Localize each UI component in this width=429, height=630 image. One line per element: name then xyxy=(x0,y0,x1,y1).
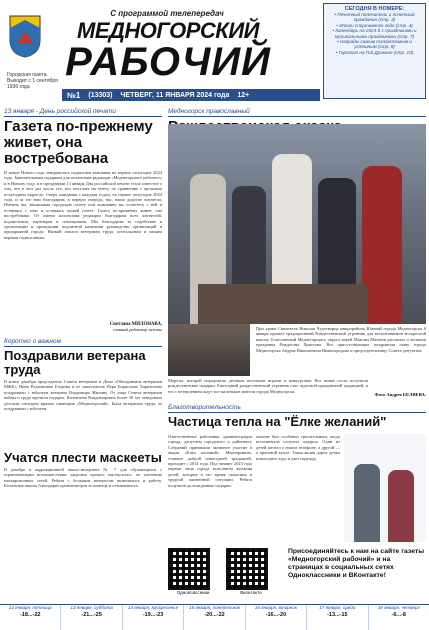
weather-day xyxy=(184,605,245,630)
charity-body-right-wrap xyxy=(256,434,340,542)
weather-day-label: 15 января, понедельник xyxy=(188,605,240,610)
charity-body-right: момент был особенно трогательным, когда исполнитель получил подарок. Один из детей мечтал о новом телефоне, а другой — о красивой кукле. Такая акция дарит детям новогоднее чудо и дает надежду. xyxy=(256,434,340,461)
weather-temp: -21...-25 xyxy=(81,612,102,618)
title-line1: МЕДНОГОРСКИЙ xyxy=(77,18,259,43)
christmas-body-right-wrap xyxy=(168,378,368,402)
christmas-photo xyxy=(168,124,426,324)
weather-day xyxy=(61,605,122,630)
weather-temp: -13...-15 xyxy=(327,612,348,618)
charity-headline[interactable]: Частица тепла на "Ёлке желаний" xyxy=(168,414,387,429)
weather-temp: -20...-22 xyxy=(204,612,225,618)
list-item[interactable]: • Календарь на 2024-й с праздниками и музыкальными праздниками (стр. 7) xyxy=(332,28,417,39)
figure-shape xyxy=(362,166,402,324)
lead-rubric: 13 января - День российской печати xyxy=(4,108,162,117)
weather-day-label: 16 января, вторник xyxy=(254,605,297,610)
figure-shape xyxy=(388,470,414,542)
christmas-body-left: При храме Святителя Николая Чудотворца микрорайона Южный города Медногорска 6 января прошел традиционный Рождественский утренник для воспитанников воскресной школы. Благочинный Медногорского округа иерей Максим Матвеев рассказал о величии праздника Рождества Христова. Все присутствующие поздравили главу города Медногорска Андрея Николаевича Нижегородова и председательницу Совета депутатов. xyxy=(256,326,426,353)
weather-day xyxy=(246,605,307,630)
weather-strip xyxy=(0,604,429,630)
weather-temp: -19...-23 xyxy=(142,612,164,618)
title-line2: РАБОЧИЙ xyxy=(65,40,271,84)
age-rating: 12+ xyxy=(237,91,250,99)
issue-number: №1 xyxy=(67,90,81,100)
children-row-shape xyxy=(198,284,368,324)
in-issue-list xyxy=(327,12,422,55)
qr-label-vk: Вконтакте xyxy=(240,590,262,595)
qr-block-vk[interactable] xyxy=(226,548,276,595)
city-note: Городская газета. Выходит с 1 сентября 1936 года xyxy=(7,72,58,90)
list-item[interactable]: • Гороскоп на Год Дракона (стр. 10) xyxy=(335,49,414,55)
weather-day-label: 18 января, четверг xyxy=(377,605,420,610)
lead-author-role: главный редактор газеты xyxy=(113,327,162,332)
photo-credit: Фото Андрея БЕЛЯЕВА. xyxy=(374,392,426,397)
school-headline[interactable]: Учатся плести маскееты xyxy=(4,450,162,465)
lead-body: В канун Нового года завершилась подписная кампания на первое полугодие 2024 года. Замечательным подарком для коллектива редакции «Медногорского рабочего» и в Новому году, и в преддверии 13 января Дня российской печати стало известие о том, что в этот раз число тех, кто получает на газету, по сравнению с прошлым полугодием выросло. Сверх ожидания с каждым годом, на первое полугодие 2024 года, и за это нам благодарим, в первую очередь, вас, наши дорогие читатели. Именно вы, выписывая городскую газету или компанию вы остаетесь с ней и оставаясь с нею и оставаясь нашей газете. Газета по-прежнему живет, она востребована. От имени коллектива редакции благодарим всех читателей, подписчиков, партнеров и помощников. Мы благодарим за содействие в организации и проведении подписной кампании руководство организаций и предприятий города. Низкий поклон ветеранам труда, почтальонам и нашим верным подписчикам. xyxy=(4,170,162,240)
lead-headline[interactable]: Газета по-прежнему живет, она востребована xyxy=(4,118,153,167)
veterans-headline[interactable]: Поздравили ветерана труда xyxy=(4,348,146,377)
qr-code-icon[interactable] xyxy=(168,548,210,590)
weather-day xyxy=(307,605,368,630)
qr-label-ok: Одноклассники xyxy=(176,590,210,595)
weather-day-label: 14 января, воскресенье xyxy=(127,605,179,610)
charity-section xyxy=(168,404,426,429)
weather-temp: -16...-20 xyxy=(265,612,287,618)
christmas-body-right: Морозы, которой порадовали детишек веселыми играми и конкурсами. Все юные гости получили рождественские подарки. Ежегодный рождественский утренник стал чудесной праздничной традицией, и его с нетерпением ждут все маленькие жители города Медногорска. xyxy=(168,378,368,394)
weather-day-label: 17 января, среда xyxy=(319,605,356,610)
figure-shape xyxy=(354,464,380,542)
christmas-body-left-wrap xyxy=(256,326,426,376)
qr-block-ok[interactable] xyxy=(168,548,218,595)
date-bar xyxy=(62,89,320,101)
lead-author-name: Светлана МИЛОНАВА, xyxy=(109,322,162,327)
veterans-rubric: Коротко о важном xyxy=(4,338,162,347)
charity-rubric: Благотворительность xyxy=(168,404,426,413)
weather-temp: -6...-8 xyxy=(391,612,406,618)
list-item[interactable]: • Почетный попечитель и почетный гражданин (стр. 3) xyxy=(334,12,415,23)
in-issue-heading: СЕГОДНЯ В НОМЕРЕ: xyxy=(344,6,405,12)
veterans-body-wrap xyxy=(4,379,162,447)
weather-day-label: 13 января, суббота xyxy=(70,605,113,610)
school-body: В декабре в коррекционной школе-интернате № 7 для обучающихся с ограниченными возможностями здоровья прошел мастер-класс по плетению маскировочных сетей. Ребята с большим интересом включились в работу. Коллектив школы благодарит организаторов за помощь и отзывчивость. xyxy=(4,467,162,489)
lead-body-wrap xyxy=(4,170,162,320)
charity-photo xyxy=(344,434,426,542)
charity-body-wrap xyxy=(168,434,252,546)
coat-of-arms-icon xyxy=(8,14,42,58)
in-issue-box xyxy=(323,3,426,99)
veterans-body: В конце декабря председатель Совета ветеранов и Дома «Объединение ветеранов МЖК» Нина Родионовна Егорова и ее заместитель Вера Борисовна Харитонова поздравили с юбилеем ветерана Владимира Жилину. От лица Совета ветеранов войны и труда вручили подарок. Валентина Владимировна более 30 лет заведовала детским сектором врачом санатория «Медногорский». Была ветераном труда, ее поздравили с юбилеем. xyxy=(4,379,162,412)
charity-body: Ответственные работники администрации города, депутаты городского и районного Собраний принимали активное участие в акции «Елка желаний». Мероприятие, ставшее доброй новогодней традицией, проходит с 2014 года. Под занавес 2023 года первые лица города исполнили желания детей, которые в это время оказались в трудной жизненной ситуации. Ребята получили долгожданные подарки. xyxy=(168,434,252,488)
left-column xyxy=(4,108,162,541)
qr-code-icon[interactable] xyxy=(226,548,268,590)
issue-total: (13303) xyxy=(88,91,113,99)
weather-day xyxy=(123,605,184,630)
weather-day xyxy=(369,605,429,630)
weather-temp: -18...-22 xyxy=(19,612,41,618)
list-item[interactable]: • Итоги спортивного года (стр. 4) xyxy=(336,22,413,28)
issue-date: ЧЕТВЕРГ, 11 ЯНВАРЯ 2024 года xyxy=(120,91,230,99)
weather-day xyxy=(0,605,61,630)
weather-day-label: 12 января, пятница xyxy=(8,605,52,610)
christmas-rubric: Медногорск православный xyxy=(168,108,426,117)
school-body-wrap xyxy=(4,467,162,541)
social-promo: Присоединяйтесь к нам на сайте газеты «Медногорский рабочий» и на страницах в социальных сетях Одноклассники и ВКонтакте! xyxy=(288,548,425,579)
tagline: С программой телепередач xyxy=(110,9,224,18)
christmas-photo-small xyxy=(168,324,250,376)
masthead xyxy=(0,0,429,108)
list-item[interactable]: • Награды самым талантливым и успешным (стр. 8) xyxy=(337,39,412,50)
